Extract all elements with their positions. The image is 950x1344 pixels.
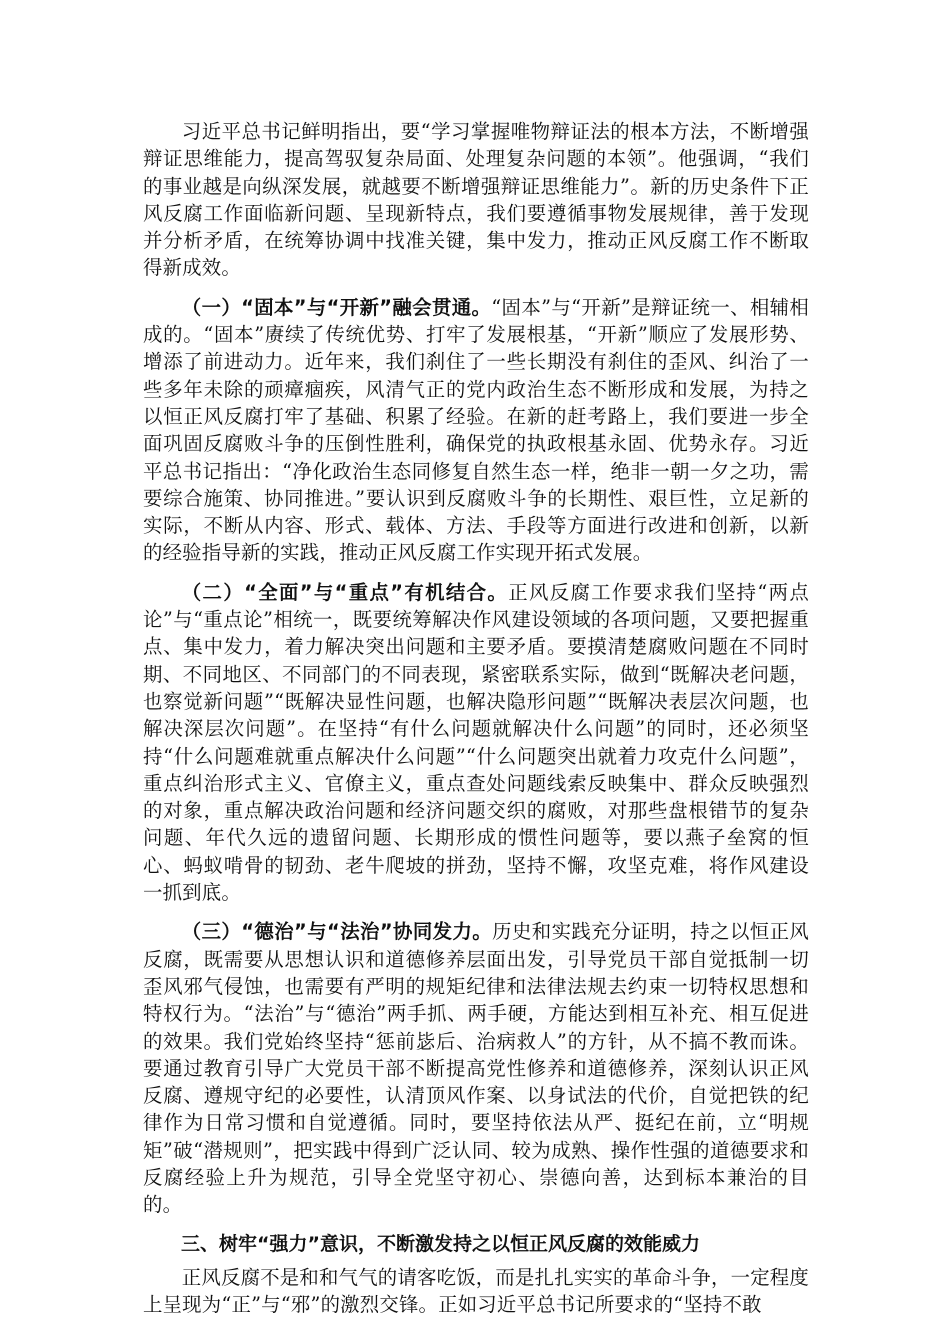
point-1-heading: （一）“固本”与“开新”融会贯通。: [181, 295, 492, 319]
point-3-body: 历史和实践充分证明，持之以恒正风反腐，既需要从思想认识和道德修养层面出发，引导党员干部自觉抵制一切歪风邪气侵蚀，也需要有严明的规矩纪律和法律法规去约束一切特权思想和特权行为。“法治”与“德治”两手抓、两手硬，方能达到相互补充、相互促进的效果。我们党始终坚持“惩前毖后、治病救人”的方针，从不搞不教而诛。要通过教育引导广大党员干部不断提高党性修养和道德修养，深刻认识正风反腐、遵规守纪的必要性，认清顶风作案、以身试法的代价，自觉把铁的纪律作为日常习惯和自觉遵循。同时，要坚持依法从严、挺纪在前，立“明规矩”破“潜规则”，把实践中得到广泛认同、较为成熟、操作性强的道德要求和反腐经验上升为规范，引导全党坚守初心、崇德向善，达到标本兼治的目的。: [143, 920, 809, 1217]
section-three-heading: 三、树牢“强力”意识，不断激发持之以恒正风反腐的效能威力: [181, 1232, 700, 1255]
point-3-paragraph: [143, 918, 809, 1218]
point-1-paragraph: [143, 294, 809, 567]
intro-paragraph: 习近平总书记鲜明指出，要“学习掌握唯物辩证法的根本方法，不断增强辩证思维能力，提高驾驭复杂局面、处理复杂问题的本领”。他强调，“我们的事业越是向纵深发展，就越要不断增强辩证思维能力”。新的历史条件下正风反腐工作面临新问题、呈现新特点，我们要遵循事物发展规律，善于发现并分析矛盾，在统筹协调中找准关键，集中发力，推动正风反腐工作不断取得新成效。: [143, 120, 809, 280]
point-2-paragraph: [143, 579, 809, 907]
point-2-body: 正风反腐工作要求我们坚持“两点论”与“重点论”相统一，既要统筹解决作风建设领域的各项问题，又要把握重点、集中发力，着力解决突出问题和主要矛盾。要摸清楚腐败问题在不同时期、不同地区、不同部门的不同表现，紧密联系实际，做到“既解决老问题，也察觉新问题”“既解决显性问题，也解决隐形问题”“既解决表层次问题，也解决深层次问题”。在坚持“有什么问题就解决什么问题”的同时，还必须坚持“什么问题难就重点解决什么问题”“什么问题突出就着力攻克什么问题”，重点纠治形式主义、官僚主义，重点查处问题线索反映集中、群众反映强烈的对象，重点解决政治问题和经济问题交织的腐败，对那些盘根错节的复杂问题、年代久远的遗留问题、长期形成的惯性问题等，要以燕子垒窝的恒心、蚂蚁啃骨的韧劲、老牛爬坡的拼劲，坚持不懈，攻坚克难，将作风建设一抓到底。: [143, 580, 809, 905]
point-1-body: “固本”与“开新”是辩证统一、相辅相成的。“固本”赓续了传统优势、打牢了发展根基，“开新”顺应了发展形势、增添了前进动力。近年来，我们刹住了一些长期没有刹住的歪风、纠治了一些多年未除的顽瘴痼疾，风清气正的党内政治生态不断形成和发展，为持之以恒正风反腐打牢了基础、积累了经验。在新的赶考路上，我们要进一步全面巩固反腐败斗争的压倒性胜利，确保党的执政根基永固、优势永存。习近平总书记指出：“净化政治生态同修复自然生态一样，绝非一朝一夕之功，需要综合施策、协同推进。”要认识到反腐败斗争的长期性、艰巨性，立足新的实际，不断从内容、形式、载体、方法、手段等方面进行改进和创新，以新的经验指导新的实践，推动正风反腐工作实现开拓式发展。: [143, 295, 809, 565]
closing-paragraph: 正风反腐不是和和气气的请客吃饭，而是扎扎实实的革命斗争，一定程度上呈现为“正”与“邪”的激烈交锋。正如习近平总书记所要求的“坚持不敢: [143, 1265, 809, 1317]
document-page: [143, 118, 809, 1318]
point-2-heading: （二）“全面”与“重点”有机结合。: [181, 580, 509, 604]
point-3-heading: （三）“德治”与“法治”协同发力。: [181, 920, 493, 944]
